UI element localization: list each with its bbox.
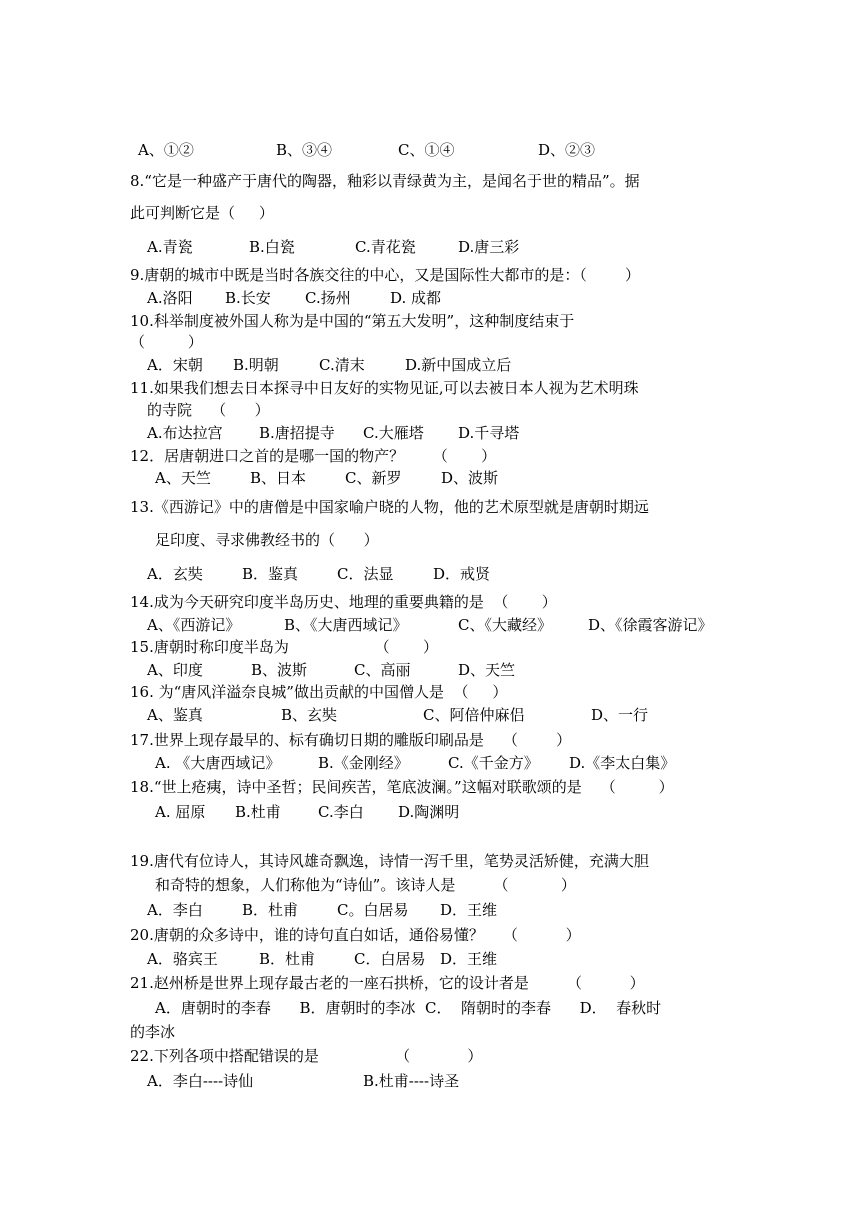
q18-option-c: C.李白: [318, 803, 364, 821]
q13-options: [147, 564, 547, 584]
q20-stem: 20.唐朝的众多诗中，谁的诗句直白如话，通俗易懂？ （ ）: [130, 926, 581, 944]
q18-option-d: D.陶渊明: [398, 803, 460, 821]
q22-options: [147, 1071, 597, 1091]
q8-option-b: B.白瓷: [249, 238, 295, 256]
q19-stem-line1: 19.唐代有位诗人，其诗风雄奇飘逸，诗情一泻千里，笔势灵活矫健，充满大胆: [130, 852, 649, 870]
q8-options: [147, 237, 647, 257]
q15-option-d: D、天竺: [458, 661, 516, 679]
q16-option-a: A、鉴真: [147, 706, 203, 724]
q20-option-c: C．白居易: [354, 950, 426, 968]
q21-stem: 21.赵州桥是世界上现存最古老的一座石拱桥，它的设计者是 （ ）: [130, 974, 645, 992]
q9-options: [147, 288, 547, 308]
q11-option-b: B.唐招提寺: [259, 424, 335, 442]
q14-stem: 14.成为今天研究印度半岛历史、地理的重要典籍的是 （ ）: [130, 593, 557, 611]
q15-option-a: A、印度: [147, 661, 203, 679]
q20-option-d: D．王维: [440, 950, 498, 968]
q8-option-d: D.唐三彩: [458, 238, 520, 256]
q14-option-b: B、《大唐西域记》: [284, 616, 408, 634]
q13-option-c: C．法显: [337, 565, 394, 583]
q12-option-b: B、日本: [250, 469, 307, 487]
q18-option-a: A. 屈原: [155, 803, 206, 821]
q15-option-c: C、高丽: [354, 661, 411, 679]
q12-stem: 12．居唐朝进口之首的是哪一国的物产？ （ ）: [130, 447, 497, 465]
q21-options-tail: 的李冰: [130, 1023, 176, 1041]
q21-options: A．唐朝时的李春 B．唐朝时的李冰 C． 隋朝时的李春 D． 春秋时: [155, 999, 662, 1017]
q7-option-d: D、②③: [538, 141, 596, 159]
q19-options: [147, 900, 597, 920]
q18-option-b: B.杜甫: [235, 803, 281, 821]
q22-option-a: A．李白----诗仙: [147, 1072, 254, 1090]
q19-stem-line2: 和奇特的想象，人们称他为“诗仙”。该诗人是 （ ）: [155, 876, 576, 894]
q9-stem: 9.唐朝的城市中既是当时各族交往的中心，又是国际性大都市的是：（ ）: [130, 266, 640, 284]
q14-option-a: A、《西游记》: [147, 616, 241, 634]
q13-option-b: B．鉴真: [242, 565, 299, 583]
q7-option-a: A、①②: [138, 141, 194, 159]
q17-option-a: A. 《大唐西域记》: [155, 754, 281, 772]
q17-stem: 17.世界上现存最早的、标有确切日期的雕版印刷品是 （ ）: [130, 731, 572, 749]
q14-option-c: C、《大藏经》: [458, 616, 552, 634]
q22-option-b: B.杜甫----诗圣: [363, 1072, 460, 1090]
q9-option-d: D. 成都: [390, 289, 442, 307]
q16-option-d: D、一行: [591, 706, 649, 724]
q15-stem: 15.唐朝时称印度半岛为 （ ）: [130, 638, 439, 656]
q18-stem: 18.“世上疮痍，诗中圣哲；民间疾苦，笔底波澜。”这幅对联歌颂的是 （ ）: [130, 778, 674, 796]
q10-option-a: A．宋朝: [147, 356, 203, 374]
q14-options: [147, 615, 747, 635]
q9-option-b: B.长安: [225, 289, 271, 307]
q10-stem-line2: （ ）: [130, 333, 203, 351]
q11-options: [147, 423, 597, 443]
q16-stem: 16. 为“唐风洋溢奈良城”做出贡献的中国僧人是 （ ）: [130, 683, 508, 701]
q10-option-b: B.明朝: [233, 356, 279, 374]
q17-options: [155, 753, 755, 773]
q7-options: [138, 140, 738, 160]
q7-option-b: B、③④: [276, 141, 333, 159]
q9-option-c: C.扬州: [305, 289, 351, 307]
q12-option-d: D、波斯: [441, 469, 499, 487]
q19-option-d: D．王维: [440, 901, 498, 919]
q20-options: [147, 949, 597, 969]
q11-option-a: A.布达拉宫: [147, 424, 223, 442]
q10-options: [147, 355, 597, 375]
q7-option-c: C、①④: [398, 141, 455, 159]
q16-options: [147, 705, 747, 725]
q10-stem-line1: 10.科举制度被外国人称为是中国的“第五大发明”，这种制度结束于: [130, 312, 575, 330]
q11-option-c: C.大雁塔: [363, 424, 424, 442]
q13-option-d: D．戒贤: [433, 565, 491, 583]
q13-stem-line1: 13.《西游记》中的唐僧是中国家喻户晓的人物，他的艺术原型就是唐朝时期远: [130, 498, 649, 516]
q20-option-a: A．骆宾王: [147, 950, 218, 968]
q12-option-a: A、天竺: [155, 469, 211, 487]
q11-stem-line2: 的寺院 （ ）: [147, 401, 270, 419]
q12-options: [155, 468, 555, 488]
q8-option-a: A.青瓷: [147, 238, 193, 256]
q8-stem-line1: 8.“它是一种盛产于唐代的陶器，釉彩以青绿黄为主，是闻名于世的精品”。据: [130, 172, 640, 190]
q17-option-b: B.《金刚经》: [318, 754, 409, 772]
q18-options: [155, 802, 605, 822]
q16-option-b: B、玄奘: [281, 706, 338, 724]
q10-option-c: C.清末: [319, 356, 365, 374]
q11-stem-line1: 11.如果我们想去日本探寻中日友好的实物见证,可以去被日本人视为艺术明珠: [130, 379, 639, 397]
q19-option-a: A．李白: [147, 901, 203, 919]
q16-option-c: C、阿倍仲麻侣: [423, 706, 525, 724]
q13-stem-line2: 足印度、寻求佛教经书的（ ）: [155, 531, 379, 549]
q22-stem: 22.下列各项中搭配错误的是 （ ）: [130, 1047, 483, 1065]
q14-option-d: D、《徐霞客游记》: [588, 616, 713, 634]
q8-option-c: C.青花瓷: [355, 238, 416, 256]
q19-option-b: B．杜甫: [242, 901, 299, 919]
q17-option-c: C.《千金方》: [448, 754, 539, 772]
q8-stem-line2: 此可判断它是（ ）: [130, 204, 274, 222]
q10-option-d: D.新中国成立后: [405, 356, 512, 374]
q19-option-c: C。白居易: [337, 901, 409, 919]
q15-options: [147, 660, 597, 680]
q9-option-a: A.洛阳: [147, 289, 193, 307]
q13-option-a: A．玄奘: [147, 565, 203, 583]
q15-option-b: B、波斯: [251, 661, 308, 679]
q11-option-d: D.千寻塔: [458, 424, 520, 442]
q20-option-b: B．杜甫: [259, 950, 316, 968]
q12-option-c: C、新罗: [345, 469, 402, 487]
q17-option-d: D.《李太白集》: [569, 754, 676, 772]
